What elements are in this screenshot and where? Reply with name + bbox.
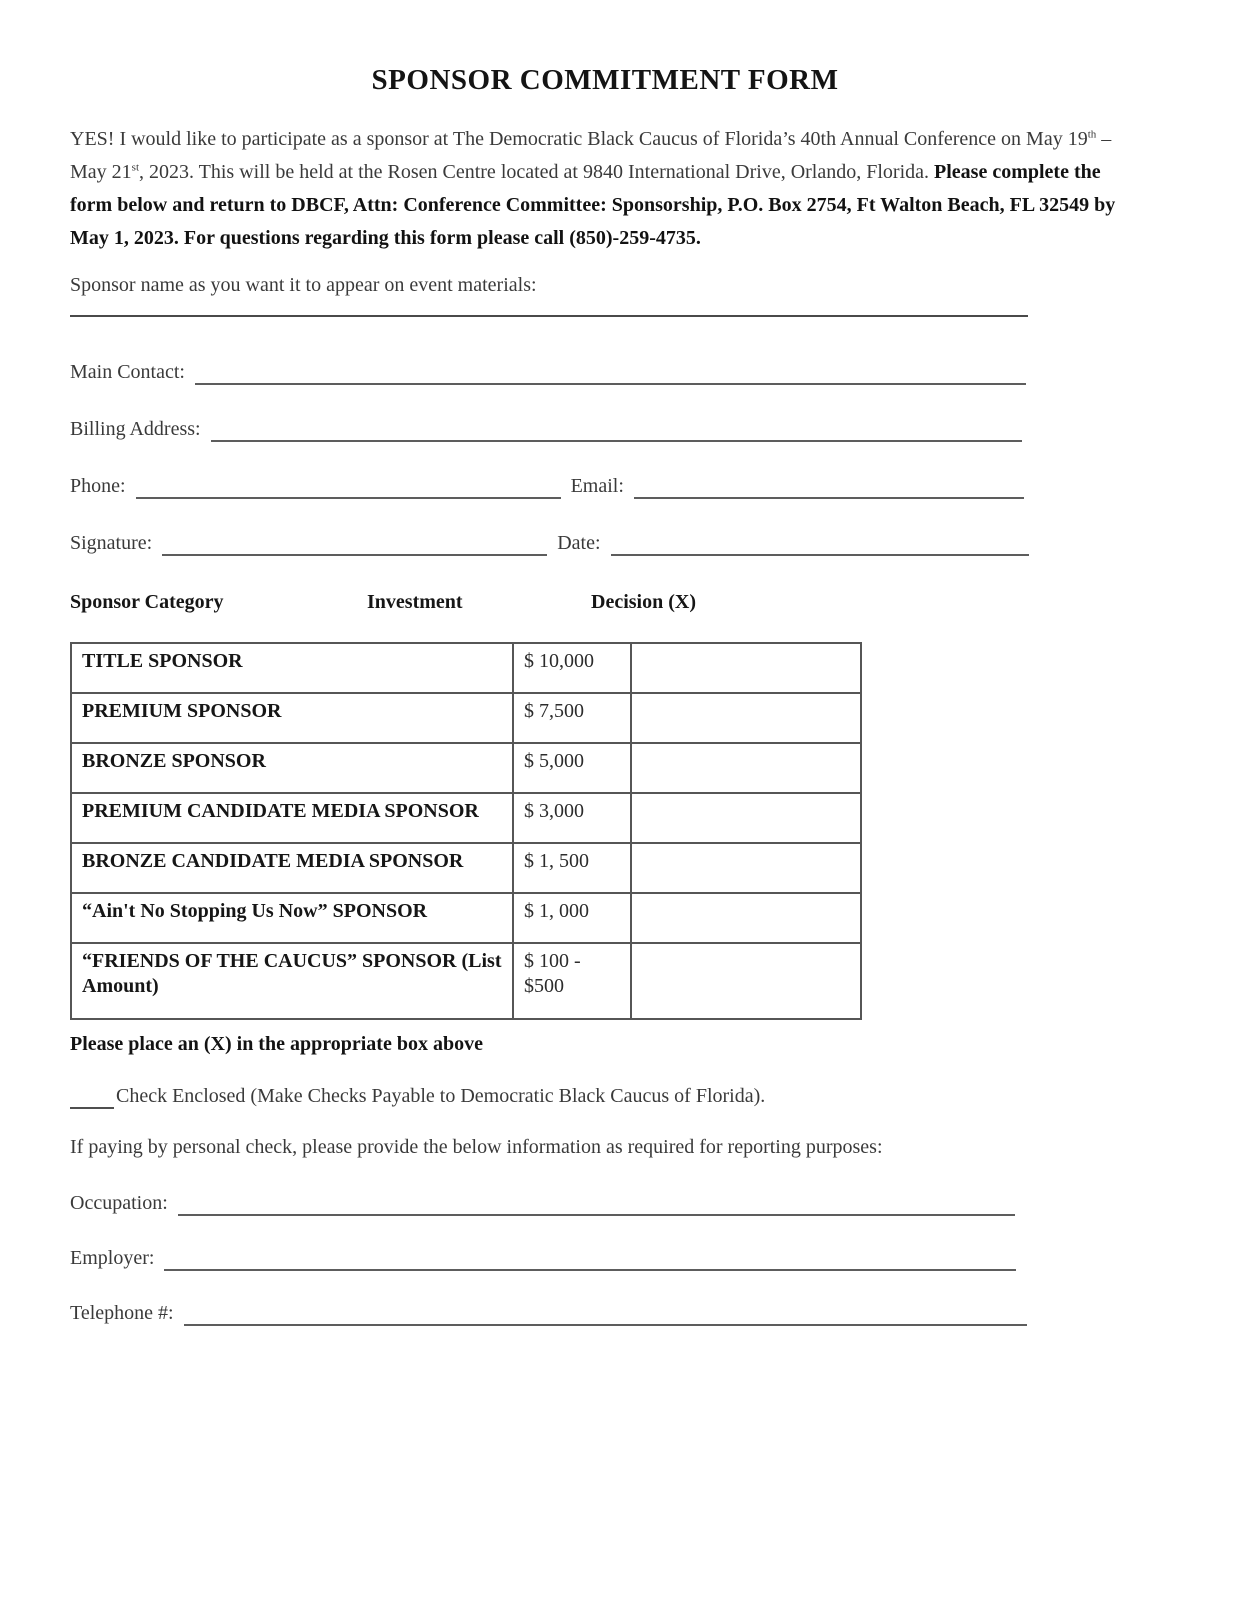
table-row — [71, 843, 861, 893]
intro-paragraph — [70, 123, 1140, 255]
main-contact-label: Main Contact: — [70, 361, 185, 383]
employer-input[interactable] — [164, 1247, 1016, 1271]
investment-cell: $ 100 - $500 — [513, 943, 631, 1019]
page-title: SPONSOR COMMITMENT FORM — [371, 64, 839, 96]
intro-text-2: – May 21 — [70, 128, 1112, 183]
date-input[interactable] — [611, 532, 1029, 556]
intro-bold-instructions: Please complete the form below and return to DBCF, Attn: Conference Committee: Sponsorship, P.O. Box 2754, Ft Walton Beach, FL 32549 by May 1, 2023. For questions regarding this form please call (850)-259-4735. — [70, 161, 1116, 249]
billing-address-label: Billing Address: — [70, 418, 201, 440]
billing-address-input[interactable] — [211, 418, 1022, 442]
category-cell: TITLE SPONSOR — [71, 643, 513, 693]
telephone-label: Telephone #: — [70, 1302, 174, 1324]
signature-input[interactable] — [162, 532, 547, 556]
category-cell: BRONZE CANDIDATE MEDIA SPONSOR — [71, 843, 513, 893]
table-row — [71, 893, 861, 943]
superscript-st: st — [131, 161, 140, 174]
date-label: Date: — [557, 532, 601, 554]
decision-cell[interactable] — [631, 693, 861, 743]
personal-check-note: If paying by personal check, please provide the below information as required for reporting purposes: — [70, 1136, 883, 1158]
table-row — [71, 743, 861, 793]
table-row — [71, 943, 861, 1019]
category-cell: PREMIUM SPONSOR — [71, 693, 513, 743]
table-header-row — [70, 590, 1140, 614]
decision-cell[interactable] — [631, 743, 861, 793]
table-row — [71, 793, 861, 843]
decision-cell[interactable] — [631, 643, 861, 693]
check-enclosed-text: Check Enclosed (Make Checks Payable to Democratic Black Caucus of Florida). — [116, 1085, 766, 1107]
investment-cell: $ 1, 500 — [513, 843, 631, 893]
table-row — [71, 643, 861, 693]
decision-cell[interactable] — [631, 943, 861, 1019]
phone-email-row — [70, 473, 1024, 499]
sponsor-table — [70, 642, 862, 1020]
header-sponsor-category: Sponsor Category — [70, 591, 224, 613]
email-label: Email: — [570, 475, 624, 497]
occupation-input[interactable] — [178, 1192, 1015, 1216]
sponsor-name-input[interactable] — [70, 303, 1028, 317]
investment-cell: $ 10,000 — [513, 643, 631, 693]
investment-cell: $ 1, 000 — [513, 893, 631, 943]
check-enclosed-row — [70, 1084, 1140, 1109]
decision-cell[interactable] — [631, 793, 861, 843]
intro-text-1: YES! I would like to participate as a sponsor at The Democratic Black Caucus of Florida’s 40th Annual Conference on May 19 — [70, 128, 1088, 150]
category-cell: “Ain't No Stopping Us Now” SPONSOR — [71, 893, 513, 943]
email-input[interactable] — [634, 475, 1024, 499]
investment-cell: $ 7,500 — [513, 693, 631, 743]
superscript-th: th — [1087, 128, 1097, 141]
header-decision: Decision (X) — [591, 591, 696, 613]
decision-cell[interactable] — [631, 843, 861, 893]
main-contact-row — [70, 359, 1026, 385]
occupation-row — [70, 1190, 1015, 1216]
occupation-label: Occupation: — [70, 1192, 168, 1214]
employer-label: Employer: — [70, 1247, 155, 1269]
signature-date-row — [70, 530, 1029, 556]
header-investment: Investment — [367, 591, 463, 613]
phone-label: Phone: — [70, 475, 126, 497]
signature-label: Signature: — [70, 532, 153, 554]
category-cell: PREMIUM CANDIDATE MEDIA SPONSOR — [71, 793, 513, 843]
billing-address-row — [70, 416, 1022, 442]
category-cell: “FRIENDS OF THE CAUCUS” SPONSOR (List Amount) — [71, 943, 513, 1019]
category-cell: BRONZE SPONSOR — [71, 743, 513, 793]
table-row — [71, 693, 861, 743]
investment-cell: $ 3,000 — [513, 793, 631, 843]
employer-row — [70, 1245, 1016, 1271]
investment-cell: $ 5,000 — [513, 743, 631, 793]
check-enclosed-blank[interactable] — [70, 1089, 114, 1109]
decision-cell[interactable] — [631, 893, 861, 943]
sponsor-name-label: Sponsor name as you want it to appear on event materials: — [70, 274, 537, 296]
telephone-input[interactable] — [184, 1302, 1027, 1326]
telephone-row — [70, 1300, 1027, 1326]
intro-text-3: , 2023. This will be held at the Rosen Centre located at 9840 International Drive, Orlando, Florida. — [139, 161, 935, 183]
main-contact-input[interactable] — [195, 361, 1026, 385]
place-x-note: Please place an (X) in the appropriate box above — [70, 1033, 483, 1055]
phone-input[interactable] — [136, 475, 561, 499]
